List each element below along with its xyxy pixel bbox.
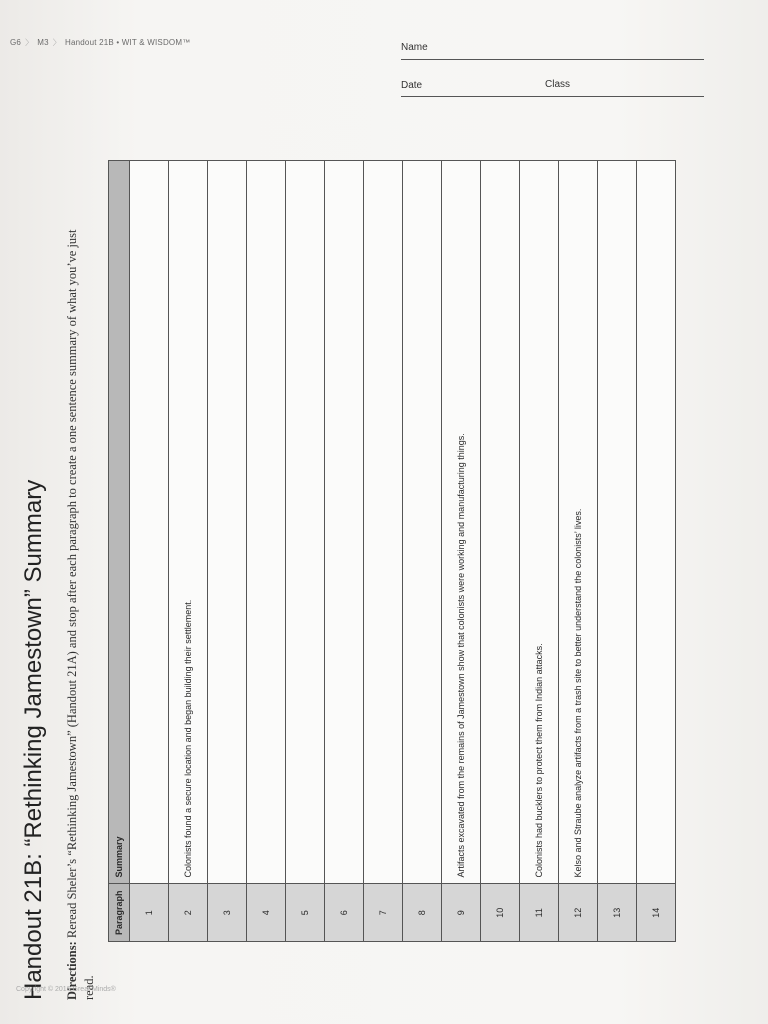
breadcrumb-separator-icon: 〉 xyxy=(52,38,61,47)
summary-cell[interactable] xyxy=(130,161,169,884)
paragraph-number: 14 xyxy=(637,884,676,942)
date-class-line xyxy=(401,96,704,97)
paragraph-header: Paragraph xyxy=(109,884,130,942)
summary-cell[interactable] xyxy=(286,161,325,884)
table-row xyxy=(403,161,442,942)
table-row xyxy=(637,161,676,942)
summary-cell[interactable] xyxy=(364,161,403,884)
table-row xyxy=(286,161,325,942)
name-label: Name xyxy=(401,42,428,53)
paragraph-number: 11 xyxy=(520,884,559,942)
table-header-row xyxy=(109,161,130,942)
page-title: Handout 21B: “Rethinking Jamestown” Summary xyxy=(20,479,47,1000)
summary-cell[interactable] xyxy=(598,161,637,884)
summary-cell[interactable] xyxy=(325,161,364,884)
summary-cell[interactable]: Kelso and Straube analyze artifacts from a trash site to better understand the colonists’ lives. xyxy=(559,161,598,884)
class-label: Class xyxy=(545,79,571,90)
summary-table xyxy=(108,160,676,942)
summary-cell[interactable] xyxy=(637,161,676,884)
summary-cell[interactable]: Colonists had bucklers to protect them from Indian attacks. xyxy=(520,161,559,884)
date-label: Date xyxy=(401,80,423,91)
name-line xyxy=(401,59,704,60)
paragraph-number: 12 xyxy=(559,884,598,942)
summary-cell[interactable] xyxy=(481,161,520,884)
table-row xyxy=(442,161,481,942)
directions xyxy=(64,210,98,1000)
breadcrumb-separator-icon: 〉 xyxy=(25,38,34,47)
paragraph-number: 2 xyxy=(169,884,208,942)
copyright: Copyright © 2016 Great Minds® xyxy=(16,986,116,993)
breadcrumb-handout: Handout 21B • WIT & WISDOM™ xyxy=(65,38,191,47)
table-row xyxy=(559,161,598,942)
table-row xyxy=(169,161,208,942)
directions-label: Directions: xyxy=(65,941,79,1000)
table-body xyxy=(130,161,676,942)
paragraph-number: 3 xyxy=(208,884,247,942)
table-row xyxy=(520,161,559,942)
table-row xyxy=(247,161,286,942)
paragraph-number: 1 xyxy=(130,884,169,942)
table-row xyxy=(481,161,520,942)
table-row xyxy=(208,161,247,942)
breadcrumb xyxy=(10,37,190,48)
summary-cell[interactable]: Artifacts excavated from the remains of Jamestown show that colonists were working and manufacturing things. xyxy=(442,161,481,884)
paragraph-number: 10 xyxy=(481,884,520,942)
summary-header: Summary xyxy=(109,161,130,884)
paragraph-number: 7 xyxy=(364,884,403,942)
paragraph-number: 9 xyxy=(442,884,481,942)
summary-cell[interactable] xyxy=(403,161,442,884)
paragraph-number: 6 xyxy=(325,884,364,942)
table-row xyxy=(130,161,169,942)
breadcrumb-grade: G6 xyxy=(10,38,22,47)
summary-cell[interactable] xyxy=(247,161,286,884)
summary-cell[interactable] xyxy=(208,161,247,884)
paragraph-number: 5 xyxy=(286,884,325,942)
directions-text: Reread Sheler’s “Rethinking Jamestown” (Handout 21A) and stop after each paragraph to create a one sentence summary of what you’ve just read. xyxy=(65,229,96,1000)
rotated-content xyxy=(20,160,740,1000)
paragraph-number: 8 xyxy=(403,884,442,942)
table-row xyxy=(598,161,637,942)
table-row xyxy=(364,161,403,942)
paragraph-number: 4 xyxy=(247,884,286,942)
breadcrumb-module: M3 xyxy=(37,38,49,47)
paragraph-number: 13 xyxy=(598,884,637,942)
summary-cell[interactable]: Colonists found a secure location and began building their settlement. xyxy=(169,161,208,884)
table-row xyxy=(325,161,364,942)
